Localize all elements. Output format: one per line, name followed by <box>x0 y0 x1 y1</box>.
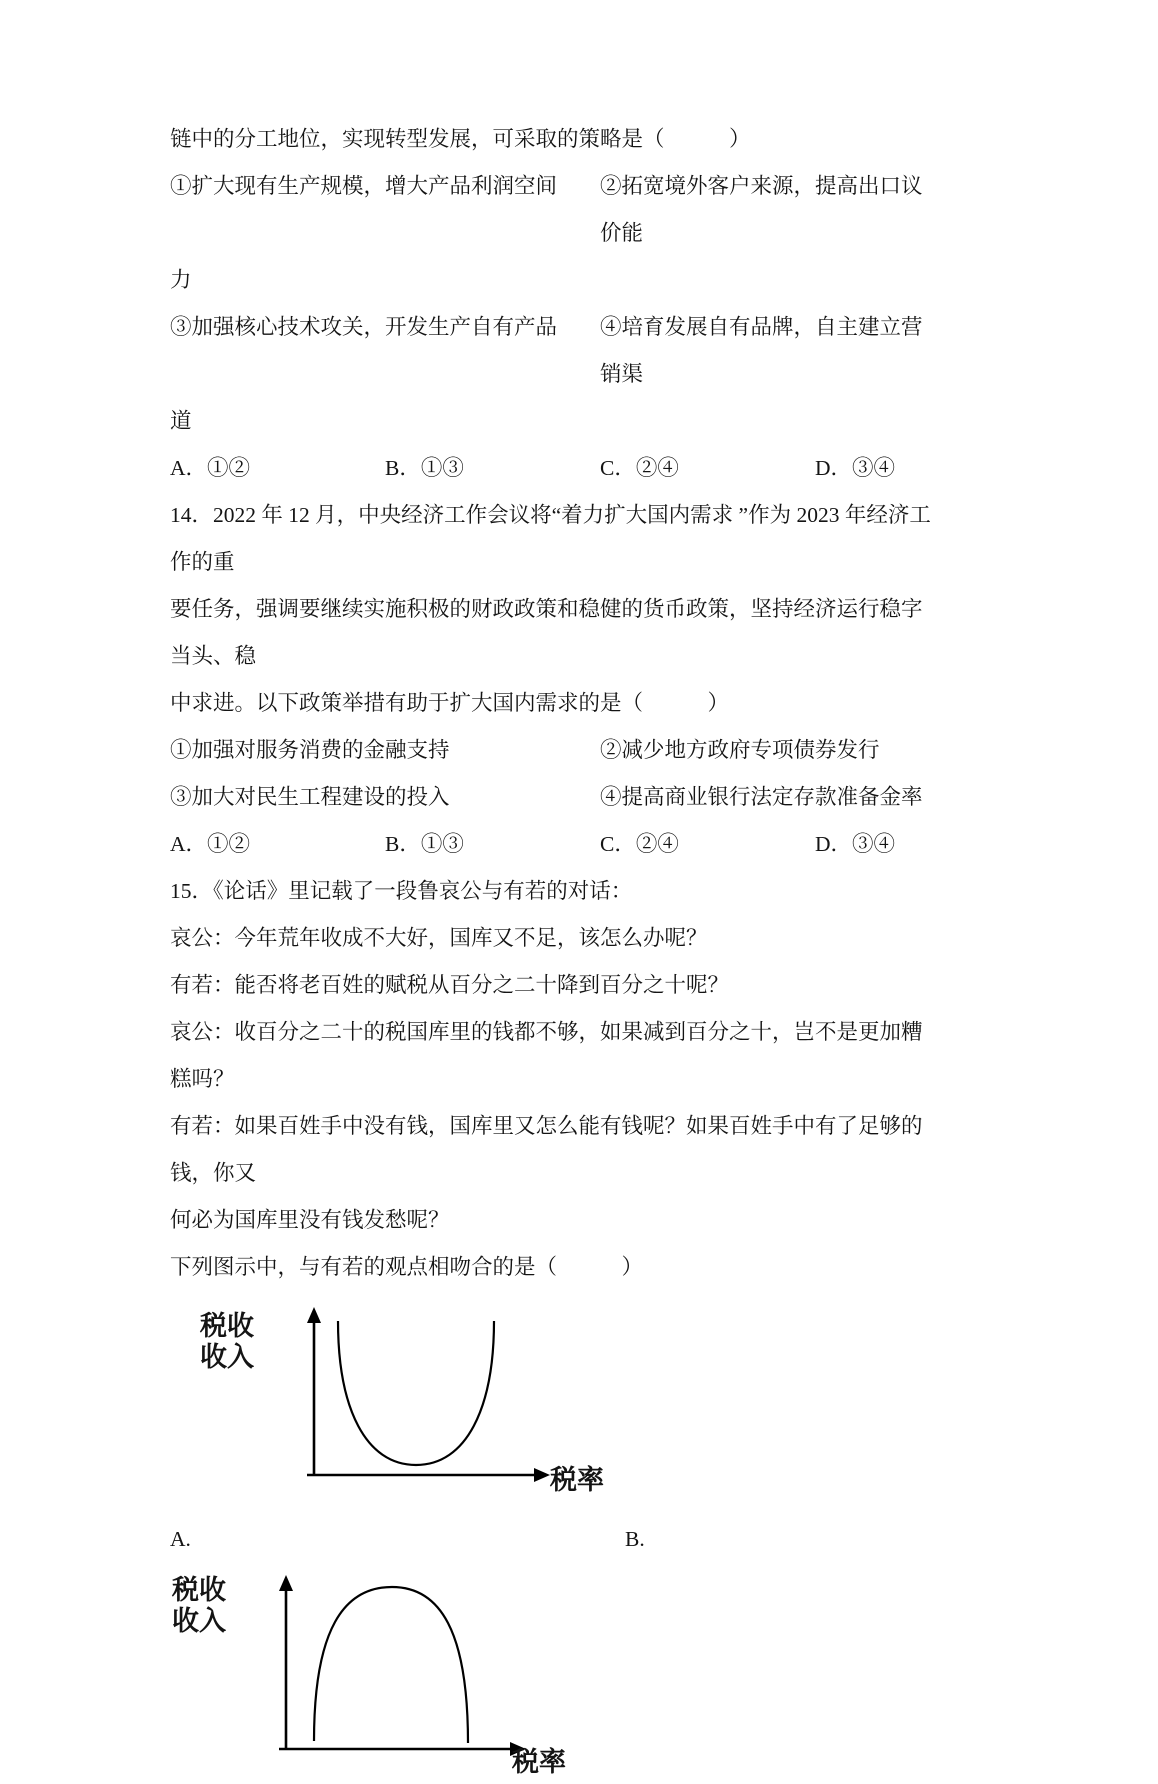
q14-option-1: ①加强对服务消费的金融支持 <box>170 738 450 762</box>
chart-a-ylabel: 税收收入 <box>200 1311 254 1372</box>
q14-choice-b: B．①③ <box>385 832 464 856</box>
q15-intro: 15．《论话》里记载了一段鲁哀公与有若的对话： <box>170 879 633 903</box>
q15-dialogue-2: 有若：能否将老百姓的赋税从百分之二十降到百分之十呢？ <box>170 973 730 997</box>
q13-choice-b: B．①③ <box>385 456 464 480</box>
q14-stem-line1: 14．2022 年 12 月，中央经济工作会议将“着力扩大国内需求 ”作为 2023 年经济工作的重 <box>170 503 931 574</box>
q13-option-2-continuation: 力 <box>170 268 192 292</box>
figure-label-b: B. <box>625 1527 645 1551</box>
q13-choice-c: C．②④ <box>600 456 679 480</box>
y-axis-arrow-icon <box>279 1575 293 1591</box>
q14-option-3: ③加大对民生工程建设的投入 <box>170 785 450 809</box>
q15-dialogue-4-continuation: 何必为国库里没有钱发愁呢？ <box>170 1208 450 1232</box>
q14-stem-line2: 要任务，强调要继续实施积极的财政政策和稳健的货币政策，坚持经济运行稳字当头、稳 <box>170 597 923 668</box>
tax-chart-u-shape <box>198 1305 932 1517</box>
q13-option-1: ①扩大现有生产规模，增大产品利润空间 <box>170 174 558 198</box>
q15-dialogue-1: 哀公：今年荒年收成不大好，国库又不足，该怎么办呢？ <box>170 926 708 950</box>
figure-label-a: A. <box>170 1527 191 1551</box>
q15-figure-prompt: 下列图示中，与有若的观点相吻合的是（ ） <box>170 1255 644 1279</box>
q13-answer-choices <box>170 445 932 492</box>
q13-option-3: ③加强核心技术攻关，开发生产自有产品 <box>170 315 558 339</box>
q15-dialogue-3: 哀公：收百分之二十的税国库里的钱都不够，如果减到百分之十，岂不是更加糟糕吗？ <box>170 1020 923 1091</box>
figure-option-labels <box>170 1519 932 1559</box>
u-shaped-curve <box>338 1321 494 1465</box>
q14-choice-c: C．②④ <box>600 832 679 856</box>
chart-a-xlabel: 税率 <box>550 1465 604 1495</box>
chart-b-ylabel: 税收收入 <box>172 1575 226 1636</box>
q14-option-2: ②减少地方政府专项债券发行 <box>600 738 880 762</box>
q13-choice-a: A．①② <box>170 456 251 480</box>
q14-stem-line3: 中求进。以下政策举措有助于扩大国内需求的是（ ） <box>170 691 730 715</box>
q14-answer-choices <box>170 821 932 868</box>
q13-option-4-continuation: 道 <box>170 409 192 433</box>
q13-stem-tail: 链中的分工地位，实现转型发展，可采取的策略是（ ） <box>170 127 751 151</box>
y-axis-arrow-icon <box>307 1307 321 1323</box>
tax-chart-inverted-u-plot <box>226 1569 626 1784</box>
q14-choice-a: A．①② <box>170 832 251 856</box>
q14-option-4: ④提高商业银行法定存款准备金率 <box>600 785 923 809</box>
inverted-u-curve <box>314 1587 468 1743</box>
q13-options-row1 <box>170 163 932 257</box>
tax-chart-inverted-u <box>170 1569 932 1781</box>
q15-dialogue-4: 有若：如果百姓手中没有钱，国库里又怎么能有钱呢？如果百姓手中有了足够的钱，你又 <box>170 1114 923 1185</box>
chart-b-xlabel: 税率 <box>512 1747 566 1777</box>
q13-option-2: ②拓宽境外客户来源，提高出口议价能 <box>600 174 923 245</box>
q13-option-4: ④培育发展自有品牌，自主建立营销渠 <box>600 315 923 386</box>
q14-choice-d: D．③④ <box>815 832 896 856</box>
q13-choice-d: D．③④ <box>815 456 896 480</box>
q14-options-row1 <box>170 727 932 774</box>
x-axis-arrow-icon <box>534 1468 550 1482</box>
q14-options-row2 <box>170 774 932 821</box>
q13-options-row2 <box>170 304 932 398</box>
